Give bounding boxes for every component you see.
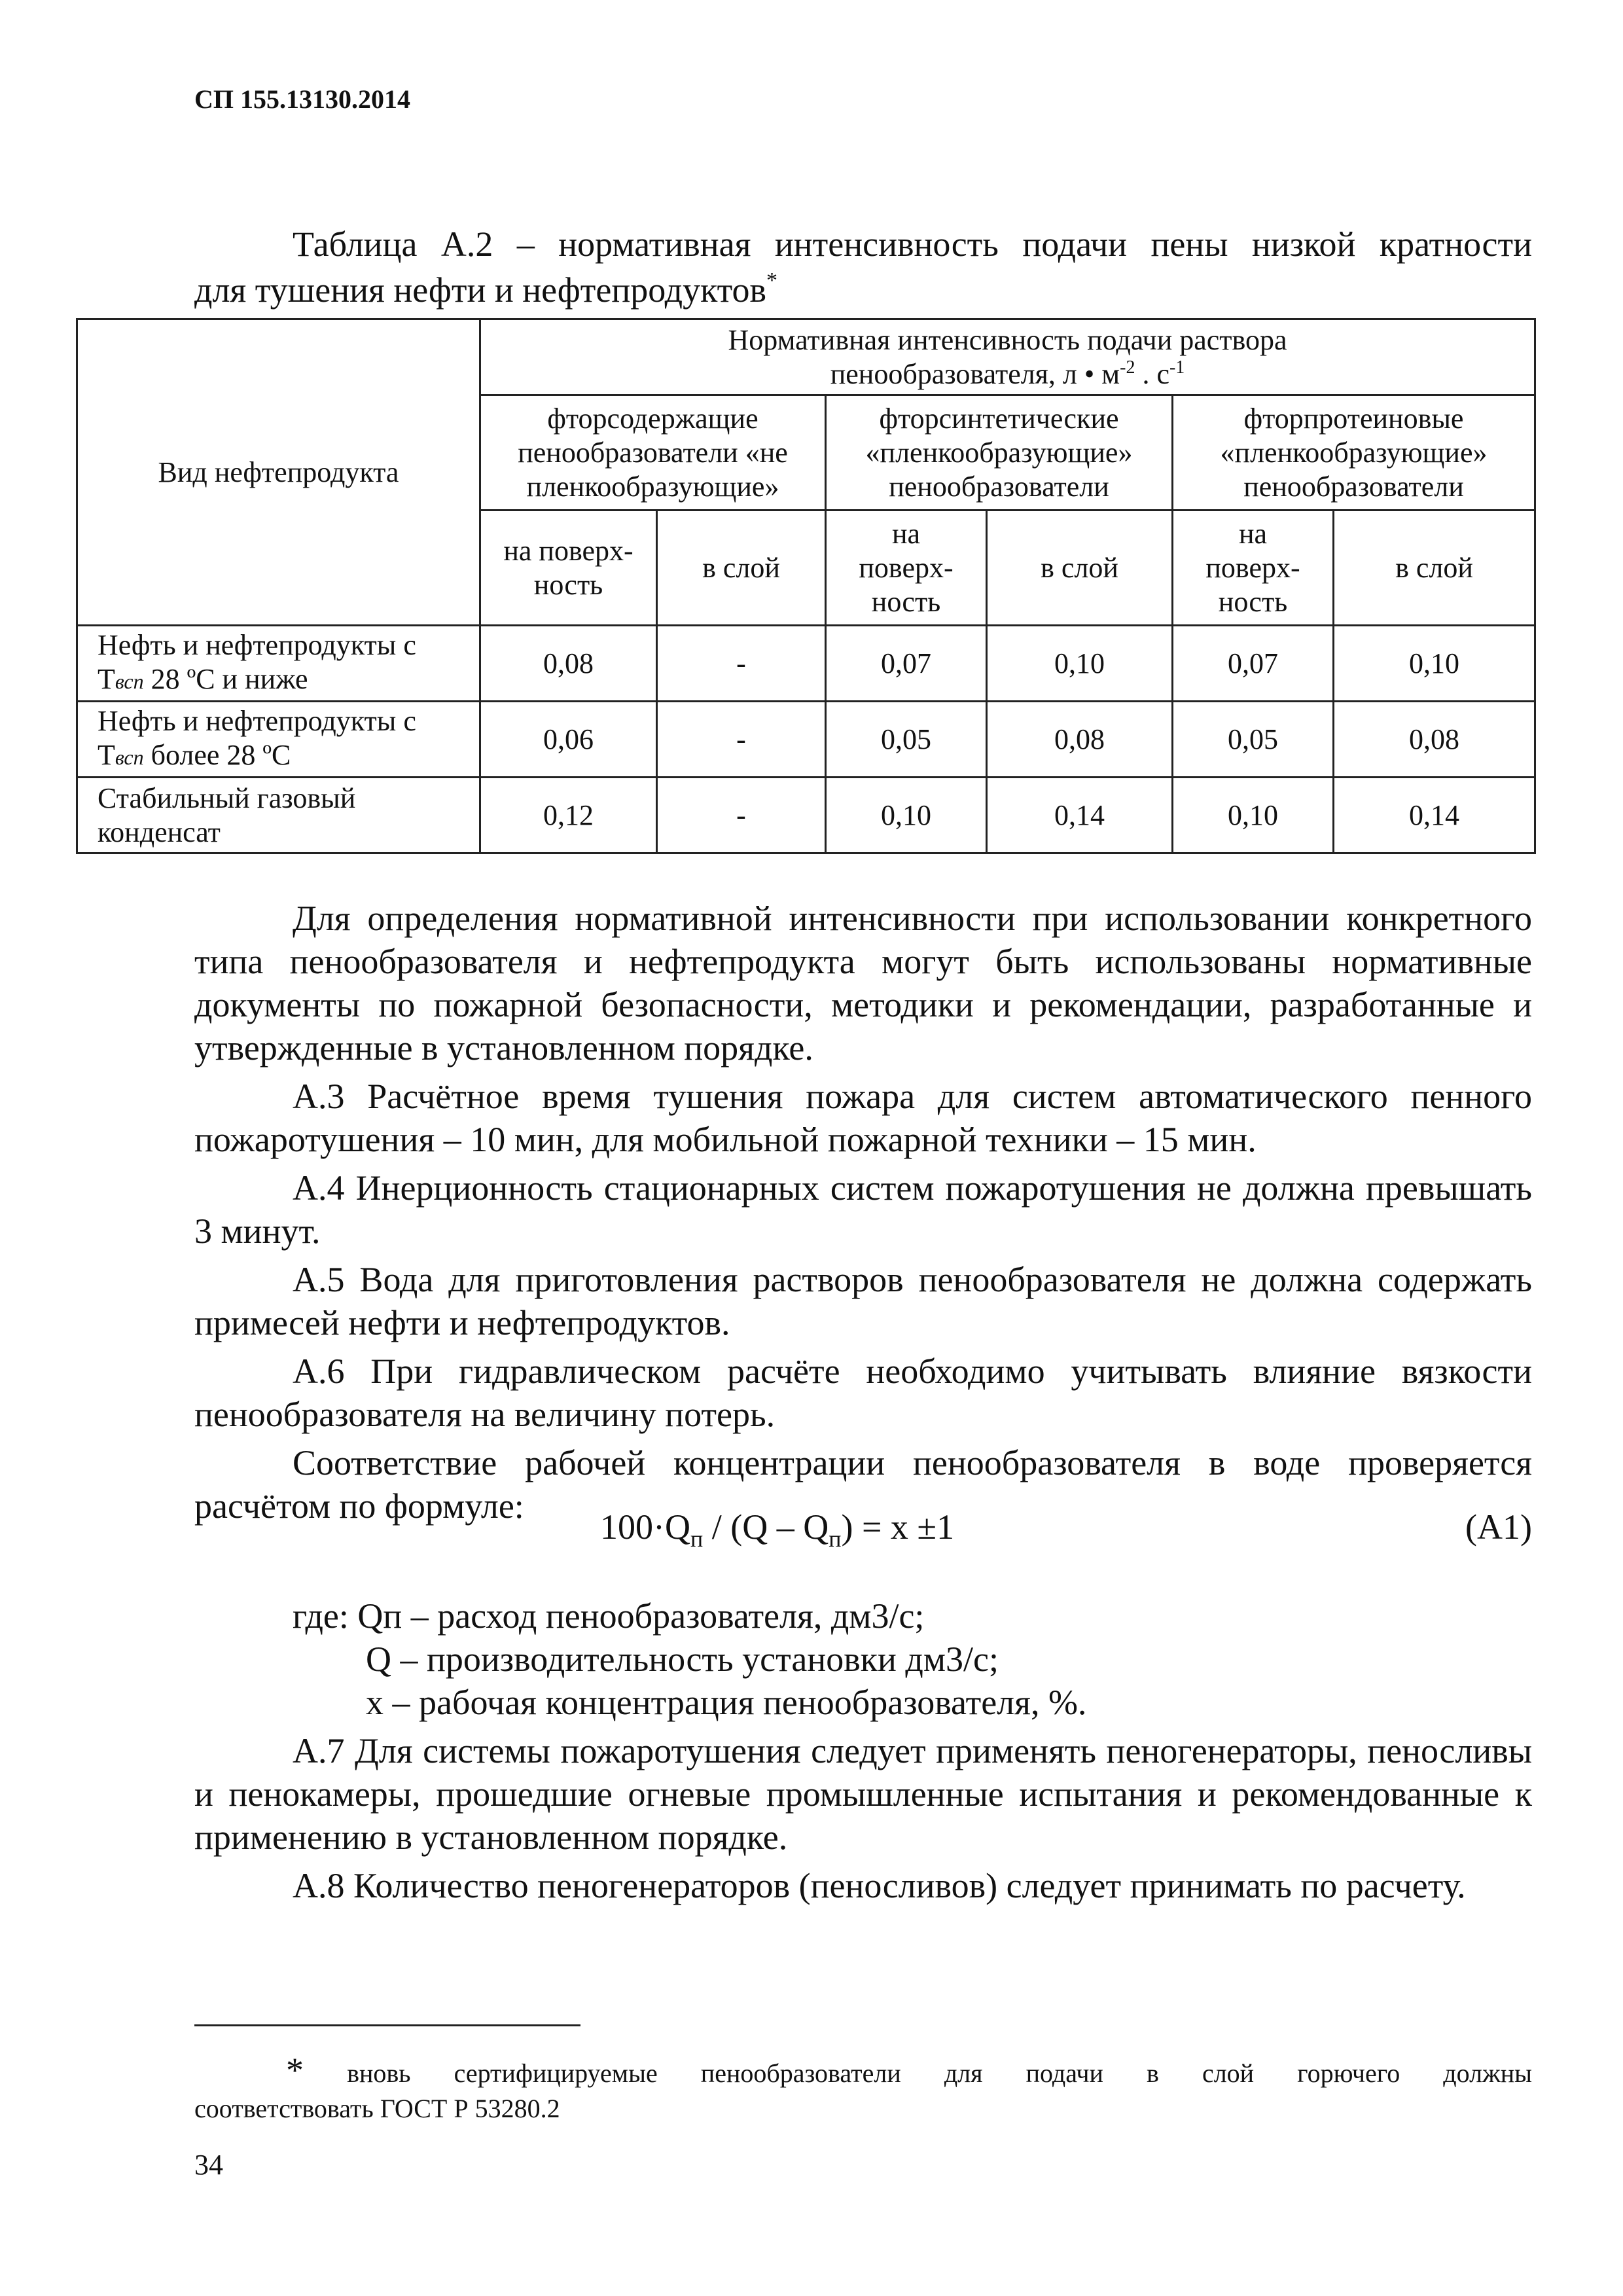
paragraph-a5: А.5 Вода для приготовления растворов пенообразователя не должна содержать примесей нефти и нефтепродуктов.: [194, 1260, 1532, 1342]
table-cell: 0,10: [1173, 778, 1334, 853]
sub-label: ность: [871, 585, 941, 618]
header-exp1: -2: [1120, 357, 1135, 378]
paragraph-formula-intro: Соответствие рабочей концентрации пенообразователя в воде проверяется расчётом по формуле:: [194, 1443, 1532, 1526]
table-cell: 0,10: [987, 626, 1173, 702]
paragraph-a4: А.4 Инерционность стационарных систем пожаротушения не должна превышать 3 минут.: [194, 1168, 1532, 1251]
row-label: [77, 626, 480, 702]
group-label: пенообразователи «не: [518, 436, 788, 469]
intensity-table: [76, 318, 1536, 854]
row-label-rest: более 28 ºС: [143, 739, 291, 771]
table-row: [77, 702, 1535, 778]
formula-part: / (Q – Q: [703, 1507, 829, 1547]
body-text: [194, 897, 1532, 1528]
table-cell: 0,07: [1173, 626, 1334, 702]
sub-label: поверх-: [859, 551, 954, 584]
header-g2-surface: [826, 511, 987, 626]
table-cell: 0,10: [826, 778, 987, 853]
row-label: [77, 778, 480, 853]
definition-x: х – рабочая концентрация пенообразователя, %.: [366, 1683, 1087, 1722]
table-cell: 0,10: [1334, 626, 1535, 702]
row-label-line: Нефть и нефтепродукты с: [98, 705, 416, 737]
row-label-t: Т: [98, 739, 115, 771]
header-g3-surface: [1173, 511, 1334, 626]
header-group-fluorosynthetic: [826, 395, 1173, 511]
group-label: пленкообразующие»: [526, 470, 779, 503]
sub-label: на поверх-: [503, 534, 633, 567]
definitions-block: [194, 1594, 1532, 1907]
table-cell: 0,08: [480, 626, 657, 702]
row-label-rest: 28 ºС и ниже: [143, 663, 308, 695]
table-caption-line1: Таблица А.2 – нормативная интенсивность подачи пены низкой кратности: [293, 224, 1532, 264]
footnote-marker: *: [766, 268, 778, 293]
group-label: «пленкообразующие»: [1220, 436, 1488, 469]
formula-part: ) = х ±1: [841, 1507, 955, 1547]
sub-label: ность: [1218, 585, 1288, 618]
group-label: фторпротеиновые: [1243, 402, 1464, 435]
footnote-text: вновь сертифицируемые пенообразователи для подачи в слой горючего должны: [304, 2058, 1532, 2088]
table-cell: 0,12: [480, 778, 657, 853]
row-label-t: Т: [98, 663, 115, 695]
definition-q: Q – производительность установки дм3/с;: [366, 1640, 999, 1679]
header-intensity-line2: пенообразователя, л • м: [830, 357, 1120, 390]
header-group-fluorine: [480, 395, 826, 511]
row-label-line: Стабильный газовый: [98, 781, 356, 814]
table-cell: 0,05: [1173, 702, 1334, 778]
footnote: [194, 2053, 1532, 2126]
row-label-subscript: всп: [115, 745, 144, 769]
table-cell: 0,07: [826, 626, 987, 702]
sub-label: поверх-: [1205, 551, 1300, 584]
row-label-line: Нефть и нефтепродукты с: [98, 629, 416, 661]
row-label-subscript: всп: [115, 670, 144, 693]
footnote-line1: [194, 2053, 1532, 2091]
header-intensity-unit: . с: [1135, 357, 1169, 390]
row-label: [77, 702, 480, 778]
header-g3-layer: в слой: [1334, 511, 1535, 626]
row-label-line: конденсат: [98, 816, 221, 848]
page-number: 34: [194, 2149, 223, 2181]
formula-subscript: п: [690, 1525, 704, 1552]
table-cell: 0,08: [1334, 702, 1535, 778]
group-label: пенообразователи: [1243, 470, 1464, 503]
header-group-fluoroprotein: [1173, 395, 1535, 511]
table-cell: 0,14: [987, 778, 1173, 853]
table-cell: -: [657, 778, 826, 853]
footnote-separator: [194, 2024, 580, 2026]
sub-label: на: [1238, 517, 1268, 550]
paragraph-intro: Для определения нормативной интенсивности при использовании конкретного типа пенообразователя и нефтепродукта могут быть использованы нормативные документы по пожарной безопасности, методики и рекомендации, разработанные и утвержденные в установленном порядке.: [194, 899, 1532, 1067]
formula-part: 100·Q: [600, 1507, 690, 1547]
header-intensity-line1: Нормативная интенсивность подачи раствора: [728, 323, 1287, 356]
table-caption: [194, 221, 1532, 313]
header-g1-layer: в слой: [657, 511, 826, 626]
table-cell: -: [657, 702, 826, 778]
footnote-star: *: [286, 2051, 304, 2090]
table-caption-line2: для тушения нефти и нефтепродуктов: [194, 270, 767, 310]
header-product-type: Вид нефтепродукта: [77, 319, 480, 626]
document-code: СП 155.13130.2014: [194, 84, 410, 114]
table-cell: 0,08: [987, 702, 1173, 778]
header-g2-layer: в слой: [987, 511, 1173, 626]
footnote-line2: соответствовать ГОСТ Р 53280.2: [194, 2094, 560, 2123]
formula-expression: [600, 1505, 954, 1560]
table-cell: 0,05: [826, 702, 987, 778]
header-exp2: -1: [1169, 357, 1185, 378]
group-label: «пленкообразующие»: [865, 436, 1133, 469]
sub-label: на: [891, 517, 921, 550]
paragraph-a6: А.6 При гидравлическом расчёте необходимо учитывать влияние вязкости пенообразователя на величину потерь.: [194, 1352, 1532, 1434]
sub-label: ность: [533, 568, 603, 601]
paragraph-a7: А.7 Для системы пожаротушения следует применять пеногенераторы, пеносливы и пенокамеры, прошедшие огневые промышленные испытания и рекомендованные к применению в установленном порядке.: [194, 1731, 1532, 1857]
header-intensity-group: [480, 319, 1535, 395]
paragraph-a3: А.3 Расчётное время тушения пожара для систем автоматического пенного пожаротушения – 10 мин, для мобильной пожарной техники – 15 мин.: [194, 1077, 1532, 1159]
table-cell: -: [657, 626, 826, 702]
definition-qp: где: Qп – расход пенообразователя, дм3/с;: [293, 1596, 925, 1636]
group-label: пенообразователи: [889, 470, 1109, 503]
header-g1-surface: [480, 511, 657, 626]
formula-subscript: п: [829, 1525, 842, 1552]
formula-number: (А1): [1465, 1507, 1532, 1547]
table-row: [77, 778, 1535, 853]
group-label: фторсодержащие: [547, 402, 758, 435]
table-cell: 0,06: [480, 702, 657, 778]
group-label: фторсинтетические: [879, 402, 1119, 435]
table-row: [77, 626, 1535, 702]
formula-a1: [194, 1505, 1532, 1558]
paragraph-a8: А.8 Количество пеногенераторов (пеносливов) следует принимать по расчету.: [293, 1866, 1466, 1905]
table-cell: 0,14: [1334, 778, 1535, 853]
